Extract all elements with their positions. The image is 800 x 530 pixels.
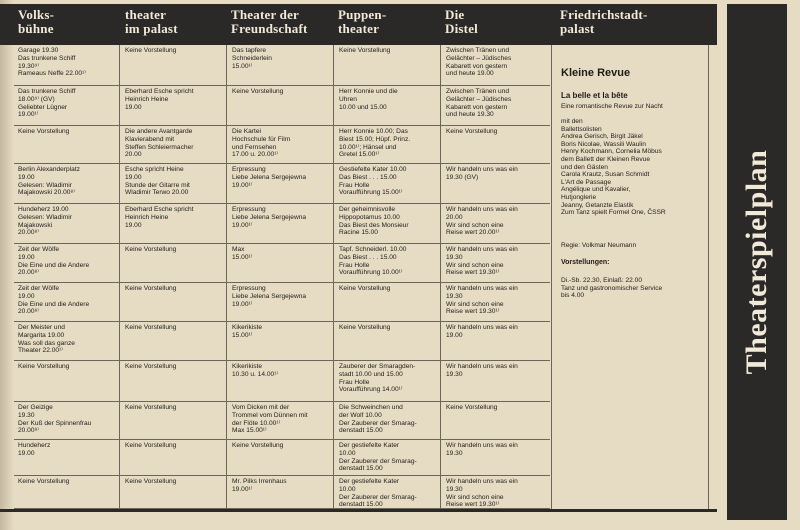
theater-im-palast-cell: Eberhard Esche spricht Heinrich Heine 19.00 xyxy=(125,206,194,229)
volksbuehne-cell: Keine Vorstellung xyxy=(18,363,70,370)
distel-cell: Zwischen Tränen und Gelächter – Jüdisches Kabarett von gestern und heute 19.30 xyxy=(446,88,512,119)
table-row xyxy=(14,45,550,86)
volksbuehne-cell: Der Meister und Margarita 19.00 Was soll das ganze Theater 22.00¹⁾ xyxy=(18,324,75,355)
volksbuehne-cell: Der Geizige 19.30 Der Kuß der Spinnenfrau 20.00⁸⁾ xyxy=(18,404,92,435)
puppentheater-cell: Zauberer der Smaragden- stadt 10.00 und 15.00 Frau Holle Voraufführung 14.00¹⁾ xyxy=(339,363,416,394)
revue-tagline: Eine romantische Revue zur Nacht xyxy=(561,103,663,110)
header-theater-im-palast: theater im palast xyxy=(125,7,178,36)
vorstellungen-times: Di.-Sb. 22.30, Einlaß: 22.00 Tanz und gastronomischer Service bis 4.00 xyxy=(561,277,663,300)
volksbuehne-cell: Garage 19.30 Das trunkene Schiff 19.30⁹⁾ Rameaus Neffe 22.00¹⁾ xyxy=(18,47,86,78)
theater-im-palast-cell: Keine Vorstellung xyxy=(125,404,177,411)
revue-subtitle: La belle et la bête xyxy=(561,91,628,100)
puppentheater-cell: Tapf. Schneiderl. 10.00 Das Biest . . . 15.00 Frau Holle Voraufführung 10.00¹⁾ xyxy=(339,246,407,277)
table-row xyxy=(14,204,550,244)
volksbuehne-cell: Zeit der Wölfe 19.00 Die Eine und die Andere 20.00⁸⁾ xyxy=(18,246,90,277)
puppentheater-cell: Herr Konnie 10.00; Das Biest 15.00; Hüpf. Prinz. 10.00¹⁾; Hänsel und Gretel 15.00¹⁾ xyxy=(339,128,411,159)
theater-im-palast-cell: Keine Vorstellung xyxy=(125,442,177,449)
theater-im-palast-cell: Keine Vorstellung xyxy=(125,478,177,485)
theater-im-palast-cell: Keine Vorstellung xyxy=(125,246,177,253)
theater-der-freundschaft-cell: Kikerikiste 15.00¹⁾ xyxy=(232,324,263,339)
table-row xyxy=(14,244,550,283)
puppentheater-cell: Keine Vorstellung xyxy=(339,285,391,292)
theater-im-palast-cell: Keine Vorstellung xyxy=(125,324,177,331)
header-die-distel: Die Distel xyxy=(445,7,478,36)
puppentheater-cell: Gestiefelte Kater 10.00 Das Biest . . . 15.00 Frau Holle Voraufführung 15.00¹⁾ xyxy=(339,166,407,197)
puppentheater-cell: Herr Konnie und die Uhren 10.00 und 15.00 xyxy=(339,88,398,111)
puppentheater-cell: Die Schweinchen und der Wolf 10.00 Der Zauberer der Smarag- denstadt 15.00 xyxy=(339,404,417,435)
theater-der-freundschaft-cell: Mr. Pilks Irrenhaus 19.00¹⁾ xyxy=(232,478,287,493)
volksbuehne-cell: Hundeherz 19.00 xyxy=(18,442,51,457)
table-row xyxy=(14,440,550,476)
puppentheater-cell: Keine Vorstellung xyxy=(339,47,391,54)
theater-der-freundschaft-cell: Erpressung Liebe Jelena Sergejewna 19.00¹⁾ xyxy=(232,285,307,308)
theater-im-palast-cell: Esche spricht Heine 19.00 Stunde der Gitarre mit Wladimir Terwo 20.00 xyxy=(125,166,190,197)
volksbuehne-cell: Das trunkene Schiff 18.00⁹⁾ (GV) Geliebter Lügner 19.00¹⁾ xyxy=(18,88,76,119)
theater-der-freundschaft-cell: Das tapfere Schneiderlein 15.00¹⁾ xyxy=(232,47,272,70)
distel-cell: Wir handeln uns was ein 19.30 Wir sind schon eine Reise wert 19.30¹⁾ xyxy=(446,285,518,316)
revue-cast: mit den Ballettsolisten Andrea Gerisch, Birgit Jäkel Boris Nicolae, Wassili Waulin Henry Kochmann, Cornelia Möbus dem Ballett der Kleinen Revue und den Gästen Carola Krautz, Susan Schmidt L'Art de Passage Angélique und Kavalier, Hutjonglerie Jeanny, Getanzte Elastik Zum Tanz spielt Formel One, ČSSR xyxy=(561,118,666,217)
table-header xyxy=(0,4,717,45)
header-friedrichstadtpalast: Friedrichstadt- palast xyxy=(560,7,648,36)
table-row xyxy=(14,86,550,126)
theater-der-freundschaft-cell: Keine Vorstellung xyxy=(232,442,284,449)
volksbuehne-cell: Keine Vorstellung xyxy=(18,128,70,135)
puppentheater-cell: Der gestiefelte Kater 10.00 Der Zauberer der Smarag- denstadt 15.00 xyxy=(339,442,417,473)
revue-title: Kleine Revue xyxy=(561,67,631,79)
header-volksbuehne: Volks- bühne xyxy=(18,7,55,36)
distel-cell: Zwischen Tränen und Gelächter – Jüdisches Kabarett von gestern und heute 19.00 xyxy=(446,47,512,78)
vorstellungen-title: Vorstellungen: xyxy=(561,259,610,266)
puppentheater-cell: Der geheimnisvolle Hippopotamus 10.00 Das Biest des Monsieur Racine 15.00 xyxy=(339,206,409,237)
theater-im-palast-cell: Keine Vorstellung xyxy=(125,363,177,370)
table-row xyxy=(14,322,550,361)
puppentheater-cell: Keine Vorstellung xyxy=(339,324,391,331)
page-fold-shadow xyxy=(0,0,14,530)
theater-im-palast-cell: Keine Vorstellung xyxy=(125,47,177,54)
distel-cell: Wir handeln uns was ein 19.00 xyxy=(446,324,518,339)
header-theater-der-freundschaft: Theater der Freundschaft xyxy=(231,7,308,36)
table-row xyxy=(14,402,550,440)
distel-cell: Wir handeln uns was ein 19.30 Wir sind schon eine Reise wert 19.30¹⁾ xyxy=(446,246,518,277)
distel-cell: Wir handeln uns was ein 19.30 (GV) xyxy=(446,166,518,181)
theaterspielplan-title: Theaterspielplan xyxy=(740,149,773,375)
schedule-table xyxy=(14,45,550,509)
header-puppentheater: Puppen- theater xyxy=(338,7,387,36)
distel-cell: Wir handeln uns was ein 19.30 xyxy=(446,442,518,457)
distel-cell: Keine Vorstellung xyxy=(446,128,498,135)
distel-cell: Wir handeln uns was ein 19.30 Wir sind schon eine Reise wert 19.30¹⁾ xyxy=(446,478,518,509)
theater-der-freundschaft-cell: Die Kartei Hochschule für Film und Fernsehen 17.00 u. 20.00¹⁾ xyxy=(232,128,291,159)
theater-im-palast-cell: Keine Vorstellung xyxy=(125,285,177,292)
puppentheater-cell: Der gestiefelte Kater 10.00 Der Zauberer der Smarag- denstadt 15.00 xyxy=(339,478,417,509)
bottom-rule xyxy=(0,509,717,512)
volksbuehne-cell: Keine Vorstellung xyxy=(18,478,70,485)
revue-regie: Regie: Volkmar Neumann xyxy=(561,242,637,249)
volksbuehne-cell: Berlin Alexanderplatz 19.00 Gelesen: Wladimir Majakowski 20.00⁸⁾ xyxy=(18,166,80,197)
theater-der-freundschaft-cell: Erpressung Liebe Jelena Sergejewna 19.00¹⁾ xyxy=(232,166,307,189)
theater-der-freundschaft-cell: Vom Dicken mit der Trommel vom Dünnen mit der Flöte 10.00¹⁾ Max 15.00¹⁾ xyxy=(232,404,308,435)
friedrichstadtpalast-panel xyxy=(551,45,709,509)
distel-cell: Keine Vorstellung xyxy=(446,404,498,411)
table-row xyxy=(14,126,550,164)
table-row xyxy=(14,164,550,204)
theater-der-freundschaft-cell: Max 15.00¹⁾ xyxy=(232,246,253,261)
theater-im-palast-cell: Die andere Avantgarde Klavierabend mit Steffen Schleiermacher 20.00 xyxy=(125,128,194,159)
distel-cell: Wir handeln uns was ein 20.00 Wir sind schon eine Reise wert 20.00¹⁾ xyxy=(446,206,518,237)
theater-im-palast-cell: Eberhard Esche spricht Heinrich Heine 19.00 xyxy=(125,88,194,111)
theater-der-freundschaft-cell: Keine Vorstellung xyxy=(232,88,284,95)
volksbuehne-cell: Hundeherz 19.00 Gelesen: Wladimir Majakowski 20.00⁸⁾ xyxy=(18,206,72,237)
table-row xyxy=(14,283,550,322)
table-row xyxy=(14,361,550,402)
theater-der-freundschaft-cell: Kikerikiste 10.30 u. 14.00¹⁾ xyxy=(232,363,278,378)
theater-der-freundschaft-cell: Erpressung Liebe Jelena Sergejewna 19.00¹⁾ xyxy=(232,206,307,229)
table-row xyxy=(14,476,550,509)
distel-cell: Wir handeln uns was ein 19.30 xyxy=(446,363,518,378)
volksbuehne-cell: Zeit der Wölfe 19.00 Die Eine und die Andere 20.00⁸⁾ xyxy=(18,285,90,316)
